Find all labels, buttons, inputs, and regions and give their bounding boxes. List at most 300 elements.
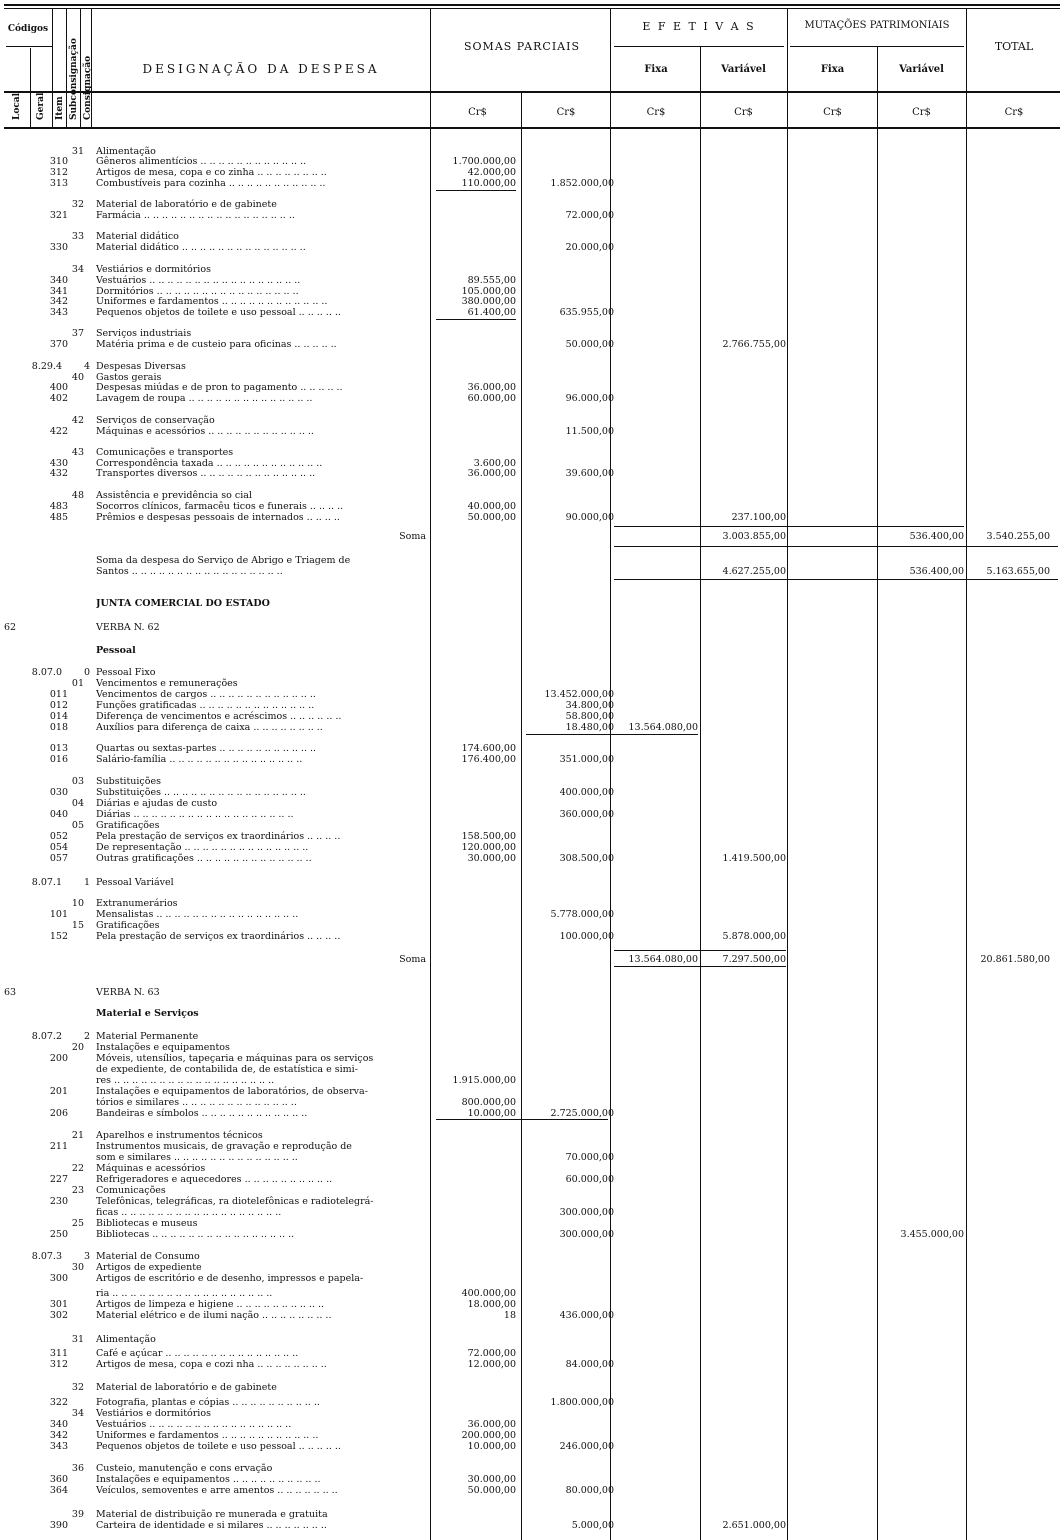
row-somas-parciais-2: 13.452.000,00 bbox=[544, 689, 614, 700]
subtotal-rule bbox=[614, 579, 1058, 580]
row-somas-parciais-1: 3.600,00 bbox=[473, 458, 516, 469]
table-row bbox=[0, 820, 1063, 831]
row-efetivas-variavel: 237.100,00 bbox=[731, 512, 786, 523]
row-description: Custeio, manutenção e cons ervação bbox=[96, 1463, 273, 1474]
row-description: Lavagem de roupa .. .. .. .. .. .. .. .. .. .. .. .. .. .. bbox=[96, 393, 313, 404]
header-fixa-mutacoes: Fixa bbox=[820, 64, 845, 75]
row-description: Correspondência taxada .. .. .. .. .. .. .. .. .. .. .. .. bbox=[96, 458, 323, 469]
row-code: 36 bbox=[71, 1463, 84, 1474]
table-row bbox=[0, 1397, 1063, 1408]
row-description: Material didático bbox=[96, 231, 179, 242]
row-somas-parciais-1: 400.000,00 bbox=[461, 1288, 516, 1299]
row-total: 20.861.580,00 bbox=[980, 954, 1050, 965]
row-code: 312 bbox=[49, 1359, 68, 1370]
row-code: 201 bbox=[49, 1086, 68, 1097]
table-row bbox=[0, 622, 1063, 633]
currency-mutacoes-fixa: Cr$ bbox=[823, 107, 842, 118]
table-row bbox=[0, 743, 1063, 754]
table-row bbox=[0, 512, 1063, 523]
row-description: Dormitórios .. .. .. .. .. .. .. .. .. .. .. .. .. .. .. .. bbox=[96, 286, 299, 297]
row-description: Quartas ou sextas-partes .. .. .. .. .. .. .. .. .. .. .. bbox=[96, 743, 317, 754]
row-somas-parciais-1: 174.600,00 bbox=[461, 743, 516, 754]
row-somas-parciais-2: 80.000,00 bbox=[565, 1485, 614, 1496]
table-row bbox=[0, 178, 1063, 189]
codigos-underline bbox=[6, 46, 52, 47]
row-code: 422 bbox=[49, 426, 68, 437]
row-code: 302 bbox=[49, 1310, 68, 1321]
row-description: Material de distribuição re munerada e gratuita bbox=[96, 1509, 328, 1520]
row-somas-parciais-2: 50.000,00 bbox=[565, 339, 614, 350]
row-description: Material elétrico e de ilumi nação .. .. .. .. .. .. .. .. bbox=[96, 1310, 332, 1321]
row-local-code: 8.29.4 bbox=[31, 361, 62, 372]
header-rule bbox=[4, 91, 1060, 93]
row-somas-parciais-1: 61.400,00 bbox=[467, 307, 516, 318]
header-item: Item bbox=[55, 96, 65, 120]
table-row bbox=[0, 1348, 1063, 1359]
row-description: Instrumentos musicais, de gravação e reprodução de bbox=[96, 1141, 352, 1152]
currency-mutacoes-variavel: Cr$ bbox=[912, 107, 931, 118]
table-row bbox=[0, 754, 1063, 765]
row-code: 014 bbox=[49, 711, 68, 722]
row-description: Substituições bbox=[96, 776, 161, 787]
row-description: Diferença de vencimentos e acréscimos .. .. .. .. .. .. bbox=[96, 711, 342, 722]
table-row bbox=[0, 1299, 1063, 1310]
row-description: Despesas Diversas bbox=[96, 361, 186, 372]
table-row bbox=[0, 798, 1063, 809]
table-row bbox=[0, 1152, 1063, 1163]
row-description: Material didático .. .. .. .. .. .. .. .. .. .. .. .. .. .. bbox=[96, 242, 306, 253]
row-total: 5.163.655,00 bbox=[986, 566, 1050, 577]
row-local-code: 63 bbox=[4, 987, 17, 998]
table-row bbox=[0, 1075, 1063, 1086]
row-description: Artigos de expediente bbox=[96, 1262, 202, 1273]
table-row bbox=[0, 156, 1063, 167]
row-soma-label: Soma bbox=[399, 531, 426, 542]
row-description: Bandeiras e símbolos .. .. .. .. .. .. .. .. .. .. .. .. bbox=[96, 1108, 308, 1119]
row-code: 301 bbox=[49, 1299, 68, 1310]
table-row bbox=[0, 1163, 1063, 1174]
row-description: Instalações e equipamentos de laboratórios, de observa- bbox=[96, 1086, 368, 1097]
row-somas-parciais-2: 1.800.000,00 bbox=[550, 1397, 614, 1408]
table-row bbox=[0, 678, 1063, 689]
row-description: Despesas miúdas e de pron to pagamento .. .. .. .. .. bbox=[96, 382, 343, 393]
row-code: 0 bbox=[83, 667, 90, 678]
row-description: Refrigeradores e aquecedores .. .. .. .. .. .. .. .. .. .. bbox=[96, 1174, 333, 1185]
table-row bbox=[0, 231, 1063, 242]
row-somas-parciais-1: 72.000,00 bbox=[467, 1348, 516, 1359]
table-row bbox=[0, 1408, 1063, 1419]
row-code: 402 bbox=[49, 393, 68, 404]
table-row bbox=[0, 987, 1063, 998]
table-row bbox=[0, 307, 1063, 318]
table-row bbox=[0, 1207, 1063, 1218]
row-somas-parciais-2: 90.000,00 bbox=[565, 512, 614, 523]
row-description: Pessoal bbox=[96, 645, 136, 656]
table-row bbox=[0, 501, 1063, 512]
table-row bbox=[0, 722, 1063, 733]
row-code: 30 bbox=[71, 1262, 84, 1273]
row-description: VERBA N. 62 bbox=[96, 622, 160, 633]
row-code: 23 bbox=[71, 1185, 84, 1196]
table-row bbox=[0, 1097, 1063, 1108]
table-row bbox=[0, 831, 1063, 842]
row-description: Artigos de mesa, copa e cozi nha .. .. .. .. .. .. .. .. bbox=[96, 1359, 327, 1370]
row-somas-parciais-2: 360.000,00 bbox=[559, 809, 614, 820]
table-row bbox=[0, 1334, 1063, 1345]
row-local-code: 8.07.3 bbox=[31, 1251, 62, 1262]
table-row bbox=[0, 1218, 1063, 1229]
row-code: 311 bbox=[49, 1348, 68, 1359]
table-row bbox=[0, 598, 1063, 609]
row-code: 310 bbox=[49, 156, 68, 167]
row-somas-parciais-1: 36.000,00 bbox=[467, 468, 516, 479]
table-row bbox=[0, 1463, 1063, 1474]
table-row bbox=[0, 1359, 1063, 1370]
row-description: Pequenos objetos de toilete e uso pessoal .. .. .. .. .. bbox=[96, 1441, 341, 1452]
row-somas-parciais-2: 436.000,00 bbox=[559, 1310, 614, 1321]
row-code: 018 bbox=[49, 722, 68, 733]
row-code: 400 bbox=[49, 382, 68, 393]
header-variavel-mutacoes: Variável bbox=[899, 64, 944, 75]
row-somas-parciais-1: 89.555,00 bbox=[467, 275, 516, 286]
row-code: 321 bbox=[49, 210, 68, 221]
row-description: Assistência e previdência so cial bbox=[96, 490, 252, 501]
row-description: Fotografia, plantas e cópias .. .. .. .. .. .. .. .. .. .. bbox=[96, 1397, 320, 1408]
row-code: 432 bbox=[49, 468, 68, 479]
row-code: 052 bbox=[49, 831, 68, 842]
row-description: Extranumerários bbox=[96, 898, 178, 909]
row-code: 101 bbox=[49, 909, 68, 920]
table-row bbox=[0, 1196, 1063, 1207]
table-row bbox=[0, 1108, 1063, 1119]
table-row bbox=[0, 711, 1063, 722]
row-somas-parciais-2: 58.800,00 bbox=[565, 711, 614, 722]
table-row bbox=[0, 645, 1063, 656]
row-description: Prêmios e despesas pessoais de internados .. .. .. .. bbox=[96, 512, 340, 523]
table-row bbox=[0, 264, 1063, 275]
table-row bbox=[0, 426, 1063, 437]
row-code: 343 bbox=[49, 1441, 68, 1452]
table-row bbox=[0, 853, 1063, 864]
row-code: 322 bbox=[49, 1397, 68, 1408]
row-description: Material de laboratório e de gabinete bbox=[96, 1382, 277, 1393]
table-row bbox=[0, 1382, 1063, 1393]
row-description: Serviços industriais bbox=[96, 328, 192, 339]
row-description: Pela prestação de serviços ex traordinários .. .. .. .. bbox=[96, 931, 341, 942]
table-row bbox=[0, 1031, 1063, 1042]
row-code: 34 bbox=[71, 1408, 84, 1419]
table-row bbox=[0, 1441, 1063, 1452]
row-description: ficas .. .. .. .. .. .. .. .. .. .. .. .. .. .. .. .. .. .. bbox=[96, 1207, 282, 1218]
table-row bbox=[0, 382, 1063, 393]
row-efetivas-variavel: 1.419.500,00 bbox=[722, 853, 786, 864]
table-row bbox=[0, 909, 1063, 920]
row-code: 3 bbox=[83, 1251, 90, 1262]
row-code: 054 bbox=[49, 842, 68, 853]
row-somas-parciais-1: 158.500,00 bbox=[461, 831, 516, 842]
table-row bbox=[0, 667, 1063, 678]
row-description: Diárias e ajudas de custo bbox=[96, 798, 218, 809]
row-code: 312 bbox=[49, 167, 68, 178]
subtotal-rule bbox=[436, 1119, 608, 1120]
table-row bbox=[0, 199, 1063, 210]
table-row bbox=[0, 1229, 1063, 1240]
table-row bbox=[0, 393, 1063, 404]
efetivas-underline bbox=[614, 46, 784, 47]
row-somas-parciais-1: 18 bbox=[503, 1310, 516, 1321]
row-code: 390 bbox=[49, 1520, 68, 1531]
table-row bbox=[0, 242, 1063, 253]
rule-geral bbox=[52, 8, 53, 128]
subtotal-rule bbox=[614, 546, 1058, 547]
row-somas-parciais-1: 50.000,00 bbox=[467, 1485, 516, 1496]
row-somas-parciais-1: 50.000,00 bbox=[467, 512, 516, 523]
row-description: Máquinas e acessórios bbox=[96, 1163, 206, 1174]
row-description: Socorros clínicos, farmacêu ticos e funerais .. .. .. .. bbox=[96, 501, 344, 512]
row-description: Salário-família .. .. .. .. .. .. .. .. .. .. .. .. .. .. .. bbox=[96, 754, 303, 765]
row-efetivas-variavel: 4.627.255,00 bbox=[722, 566, 786, 577]
row-code: 40 bbox=[71, 372, 84, 383]
header-total: TOTAL bbox=[994, 40, 1034, 53]
table-row bbox=[0, 1053, 1063, 1064]
table-row bbox=[0, 339, 1063, 350]
table-row bbox=[0, 566, 1063, 577]
top-rule bbox=[4, 4, 1060, 6]
row-description: Funções gratificadas .. .. .. .. .. .. .. .. .. .. .. .. .. bbox=[96, 700, 315, 711]
row-code: 300 bbox=[49, 1273, 68, 1284]
row-code: 152 bbox=[49, 931, 68, 942]
row-somas-parciais-2: 5.778.000,00 bbox=[550, 909, 614, 920]
row-description: Material de Consumo bbox=[96, 1251, 200, 1262]
row-description: Carteira de identidade e si milares .. .. .. .. .. .. .. bbox=[96, 1520, 327, 1531]
header-local: Local bbox=[12, 92, 22, 120]
row-code: 330 bbox=[49, 242, 68, 253]
row-somas-parciais-1: 1.915.000,00 bbox=[452, 1075, 516, 1086]
row-somas-parciais-2: 96.000,00 bbox=[565, 393, 614, 404]
table-row bbox=[0, 920, 1063, 931]
row-description: Café e açúcar .. .. .. .. .. .. .. .. .. .. .. .. .. .. .. bbox=[96, 1348, 299, 1359]
row-description: Vestuários .. .. .. .. .. .. .. .. .. .. .. .. .. .. .. .. .. bbox=[96, 275, 301, 286]
row-somas-parciais-2: 300.000,00 bbox=[559, 1207, 614, 1218]
row-code: 342 bbox=[49, 1430, 68, 1441]
table-row bbox=[0, 361, 1063, 372]
row-somas-parciais-2: 34.800,00 bbox=[565, 700, 614, 711]
row-code: 32 bbox=[71, 199, 84, 210]
subtotal-rule bbox=[614, 526, 964, 527]
table-row bbox=[0, 468, 1063, 479]
currency-somas-2: Cr$ bbox=[556, 107, 576, 118]
table-row bbox=[0, 954, 1063, 965]
row-description: Bibliotecas e museus bbox=[96, 1218, 198, 1229]
row-local-code: 8.07.0 bbox=[31, 667, 62, 678]
row-somas-parciais-1: 120.000,00 bbox=[461, 842, 516, 853]
row-somas-parciais-1: 36.000,00 bbox=[467, 1419, 516, 1430]
mutacoes-underline bbox=[790, 46, 964, 47]
row-somas-parciais-2: 100.000,00 bbox=[559, 931, 614, 942]
row-code: 011 bbox=[49, 689, 68, 700]
row-code: 313 bbox=[49, 178, 68, 189]
row-code: 030 bbox=[49, 787, 68, 798]
row-code: 20 bbox=[71, 1042, 84, 1053]
row-somas-parciais-2: 39.600,00 bbox=[565, 468, 614, 479]
currency-efetivas-fixa: Cr$ bbox=[646, 107, 666, 118]
row-description: Vencimentos e remunerações bbox=[96, 678, 238, 689]
table-row bbox=[0, 167, 1063, 178]
row-description: Artigos de limpeza e higiene .. .. .. .. .. .. .. .. .. .. bbox=[96, 1299, 325, 1310]
row-local-code: 8.07.2 bbox=[31, 1031, 62, 1042]
table-row bbox=[0, 1485, 1063, 1496]
row-description: Vestiários e dormitórios bbox=[96, 264, 211, 275]
row-somas-parciais-2: 351.000,00 bbox=[559, 754, 614, 765]
row-code: 32 bbox=[71, 1382, 84, 1393]
subtotal-rule bbox=[614, 950, 786, 951]
row-code: 341 bbox=[49, 286, 68, 297]
table-row bbox=[0, 931, 1063, 942]
row-description: tórios e similares .. .. .. .. .. .. .. .. .. .. .. .. .. bbox=[96, 1097, 297, 1108]
table-row bbox=[0, 328, 1063, 339]
row-efetivas-variavel: 3.003.855,00 bbox=[722, 531, 786, 542]
row-description: Auxílios para diferença de caixa .. .. .. .. .. .. .. .. bbox=[96, 722, 323, 733]
row-code: 343 bbox=[49, 307, 68, 318]
row-code: 21 bbox=[71, 1130, 84, 1141]
row-somas-parciais-2: 300.000,00 bbox=[559, 1229, 614, 1240]
row-code: 057 bbox=[49, 853, 68, 864]
row-code: 33 bbox=[71, 231, 84, 242]
table-row bbox=[0, 898, 1063, 909]
row-code: 430 bbox=[49, 458, 68, 469]
row-description: VERBA N. 63 bbox=[96, 987, 160, 998]
currency-total: Cr$ bbox=[1004, 107, 1024, 118]
row-code: 250 bbox=[49, 1229, 68, 1240]
subtotal-rule bbox=[436, 319, 516, 320]
row-description: Combustíveis para cozinha .. .. .. .. .. .. .. .. .. .. .. bbox=[96, 178, 326, 189]
row-code: 39 bbox=[71, 1509, 84, 1520]
table-row bbox=[0, 700, 1063, 711]
row-code: 37 bbox=[71, 328, 84, 339]
row-somas-parciais-1: 10.000,00 bbox=[467, 1441, 516, 1452]
row-description: Veículos, semoventes e arre amentos .. .. .. .. .. .. .. bbox=[96, 1485, 338, 1496]
row-description: Santos .. .. .. .. .. .. .. .. .. .. .. .. .. .. .. .. .. bbox=[96, 566, 283, 577]
row-somas-parciais-2: 20.000,00 bbox=[565, 242, 614, 253]
row-description: Móveis, utensílios, tapeçaria e máquinas para os serviços bbox=[96, 1053, 374, 1064]
row-code: 05 bbox=[71, 820, 84, 831]
row-somas-parciais-2: 84.000,00 bbox=[565, 1359, 614, 1370]
row-somas-parciais-2: 72.000,00 bbox=[565, 210, 614, 221]
row-code: 340 bbox=[49, 1419, 68, 1430]
row-description: Instalações e equipamentos .. .. .. .. .. .. .. .. .. .. bbox=[96, 1474, 321, 1485]
row-mutacoes-variavel: 536.400,00 bbox=[909, 566, 964, 577]
table-row bbox=[0, 1064, 1063, 1075]
table-row bbox=[0, 1262, 1063, 1273]
subtotal-rule bbox=[614, 966, 786, 967]
row-description: Alimentação bbox=[96, 1334, 156, 1345]
row-efetivas-variavel: 2.651.000,00 bbox=[722, 1520, 786, 1531]
row-description: Pela prestação de serviços ex traordinários .. .. .. .. bbox=[96, 831, 341, 842]
row-description: Alimentação bbox=[96, 146, 156, 157]
row-code: 25 bbox=[71, 1218, 84, 1229]
table-row bbox=[0, 1174, 1063, 1185]
table-row bbox=[0, 490, 1063, 501]
row-description: Comunicações e transportes bbox=[96, 447, 234, 458]
table-row bbox=[0, 1086, 1063, 1097]
row-description: Comunicações bbox=[96, 1185, 166, 1196]
table-row bbox=[0, 447, 1063, 458]
row-somas-parciais-1: 42.000,00 bbox=[467, 167, 516, 178]
table-row bbox=[0, 1419, 1063, 1430]
row-description: Vencimentos de cargos .. .. .. .. .. .. .. .. .. .. .. .. bbox=[96, 689, 316, 700]
table-row bbox=[0, 842, 1063, 853]
rule-subcons bbox=[80, 8, 81, 128]
row-somas-parciais-1: 12.000,00 bbox=[467, 1359, 516, 1370]
row-somas-parciais-1: 30.000,00 bbox=[467, 1474, 516, 1485]
row-efetivas-variavel: 2.766.755,00 bbox=[722, 339, 786, 350]
row-description: Instalações e equipamentos bbox=[96, 1042, 230, 1053]
row-code: 342 bbox=[49, 296, 68, 307]
header-somas-parciais: SOMAS PARCIAIS bbox=[464, 40, 580, 53]
table-row bbox=[0, 1430, 1063, 1441]
table-row bbox=[0, 1251, 1063, 1262]
row-code: 22 bbox=[71, 1163, 84, 1174]
row-code: 016 bbox=[49, 754, 68, 765]
row-description: Matéria prima e de custeio para oficinas .. .. .. .. .. bbox=[96, 339, 337, 350]
row-code: 483 bbox=[49, 501, 68, 512]
table-row bbox=[0, 787, 1063, 798]
currency-efetivas-variavel: Cr$ bbox=[734, 107, 753, 118]
row-code: 43 bbox=[71, 447, 84, 458]
row-code: 2 bbox=[83, 1031, 90, 1042]
row-description: Material de laboratório e de gabinete bbox=[96, 199, 277, 210]
row-somas-parciais-1: 36.000,00 bbox=[467, 382, 516, 393]
rule-item bbox=[66, 8, 67, 128]
row-code: 1 bbox=[83, 877, 90, 888]
table-row bbox=[0, 1130, 1063, 1141]
row-description: Aparelhos e instrumentos técnicos bbox=[96, 1130, 263, 1141]
row-somas-parciais-2: 60.000,00 bbox=[565, 1174, 614, 1185]
table-row bbox=[0, 689, 1063, 700]
header-designacao: DESIGNAÇÃO DA DESPESA bbox=[142, 62, 380, 76]
row-description: Artigos de escritório e de desenho, impressos e papela- bbox=[96, 1273, 364, 1284]
row-somas-parciais-1: 380.000,00 bbox=[461, 296, 516, 307]
table-row bbox=[0, 1474, 1063, 1485]
row-somas-parciais-1: 176.400,00 bbox=[461, 754, 516, 765]
row-somas-parciais-1: 40.000,00 bbox=[467, 501, 516, 512]
row-description: Artigos de mesa, copa e co zinha .. .. .. .. .. .. .. .. bbox=[96, 167, 327, 178]
row-code: 31 bbox=[71, 1334, 84, 1345]
row-description: Vestuários .. .. .. .. .. .. .. .. .. .. .. .. .. .. .. .. bbox=[96, 1419, 292, 1430]
row-code: 10 bbox=[71, 898, 84, 909]
row-somas-parciais-2: 5.000,00 bbox=[571, 1520, 614, 1531]
currency-somas-1: Cr$ bbox=[468, 107, 487, 118]
row-code: 04 bbox=[71, 798, 84, 809]
header-codigos: Códigos bbox=[7, 24, 49, 34]
row-code: 013 bbox=[49, 743, 68, 754]
row-description: Diárias .. .. .. .. .. .. .. .. .. .. .. .. .. .. .. .. .. .. bbox=[96, 809, 294, 820]
row-code: 340 bbox=[49, 275, 68, 286]
row-code: 01 bbox=[71, 678, 84, 689]
row-description: Farmácia .. .. .. .. .. .. .. .. .. .. .. .. .. .. .. .. .. bbox=[96, 210, 295, 221]
row-description: Serviços de conservação bbox=[96, 415, 215, 426]
row-description: Gratificações bbox=[96, 920, 160, 931]
table-row bbox=[0, 1185, 1063, 1196]
row-description: Mensalistas .. .. .. .. .. .. .. .. .. .. .. .. .. .. .. .. bbox=[96, 909, 299, 920]
row-somas-parciais-2: 246.000,00 bbox=[559, 1441, 614, 1452]
row-somas-parciais-2: 18.480,00 bbox=[565, 722, 614, 733]
row-description: JUNTA COMERCIAL DO ESTADO bbox=[96, 598, 270, 609]
row-description: ria .. .. .. .. .. .. .. .. .. .. .. .. .. .. .. .. .. .. bbox=[96, 1288, 273, 1299]
row-efetivas-variavel: 7.297.500,00 bbox=[722, 954, 786, 965]
subtotal-rule bbox=[436, 190, 516, 191]
table-row bbox=[0, 1042, 1063, 1053]
